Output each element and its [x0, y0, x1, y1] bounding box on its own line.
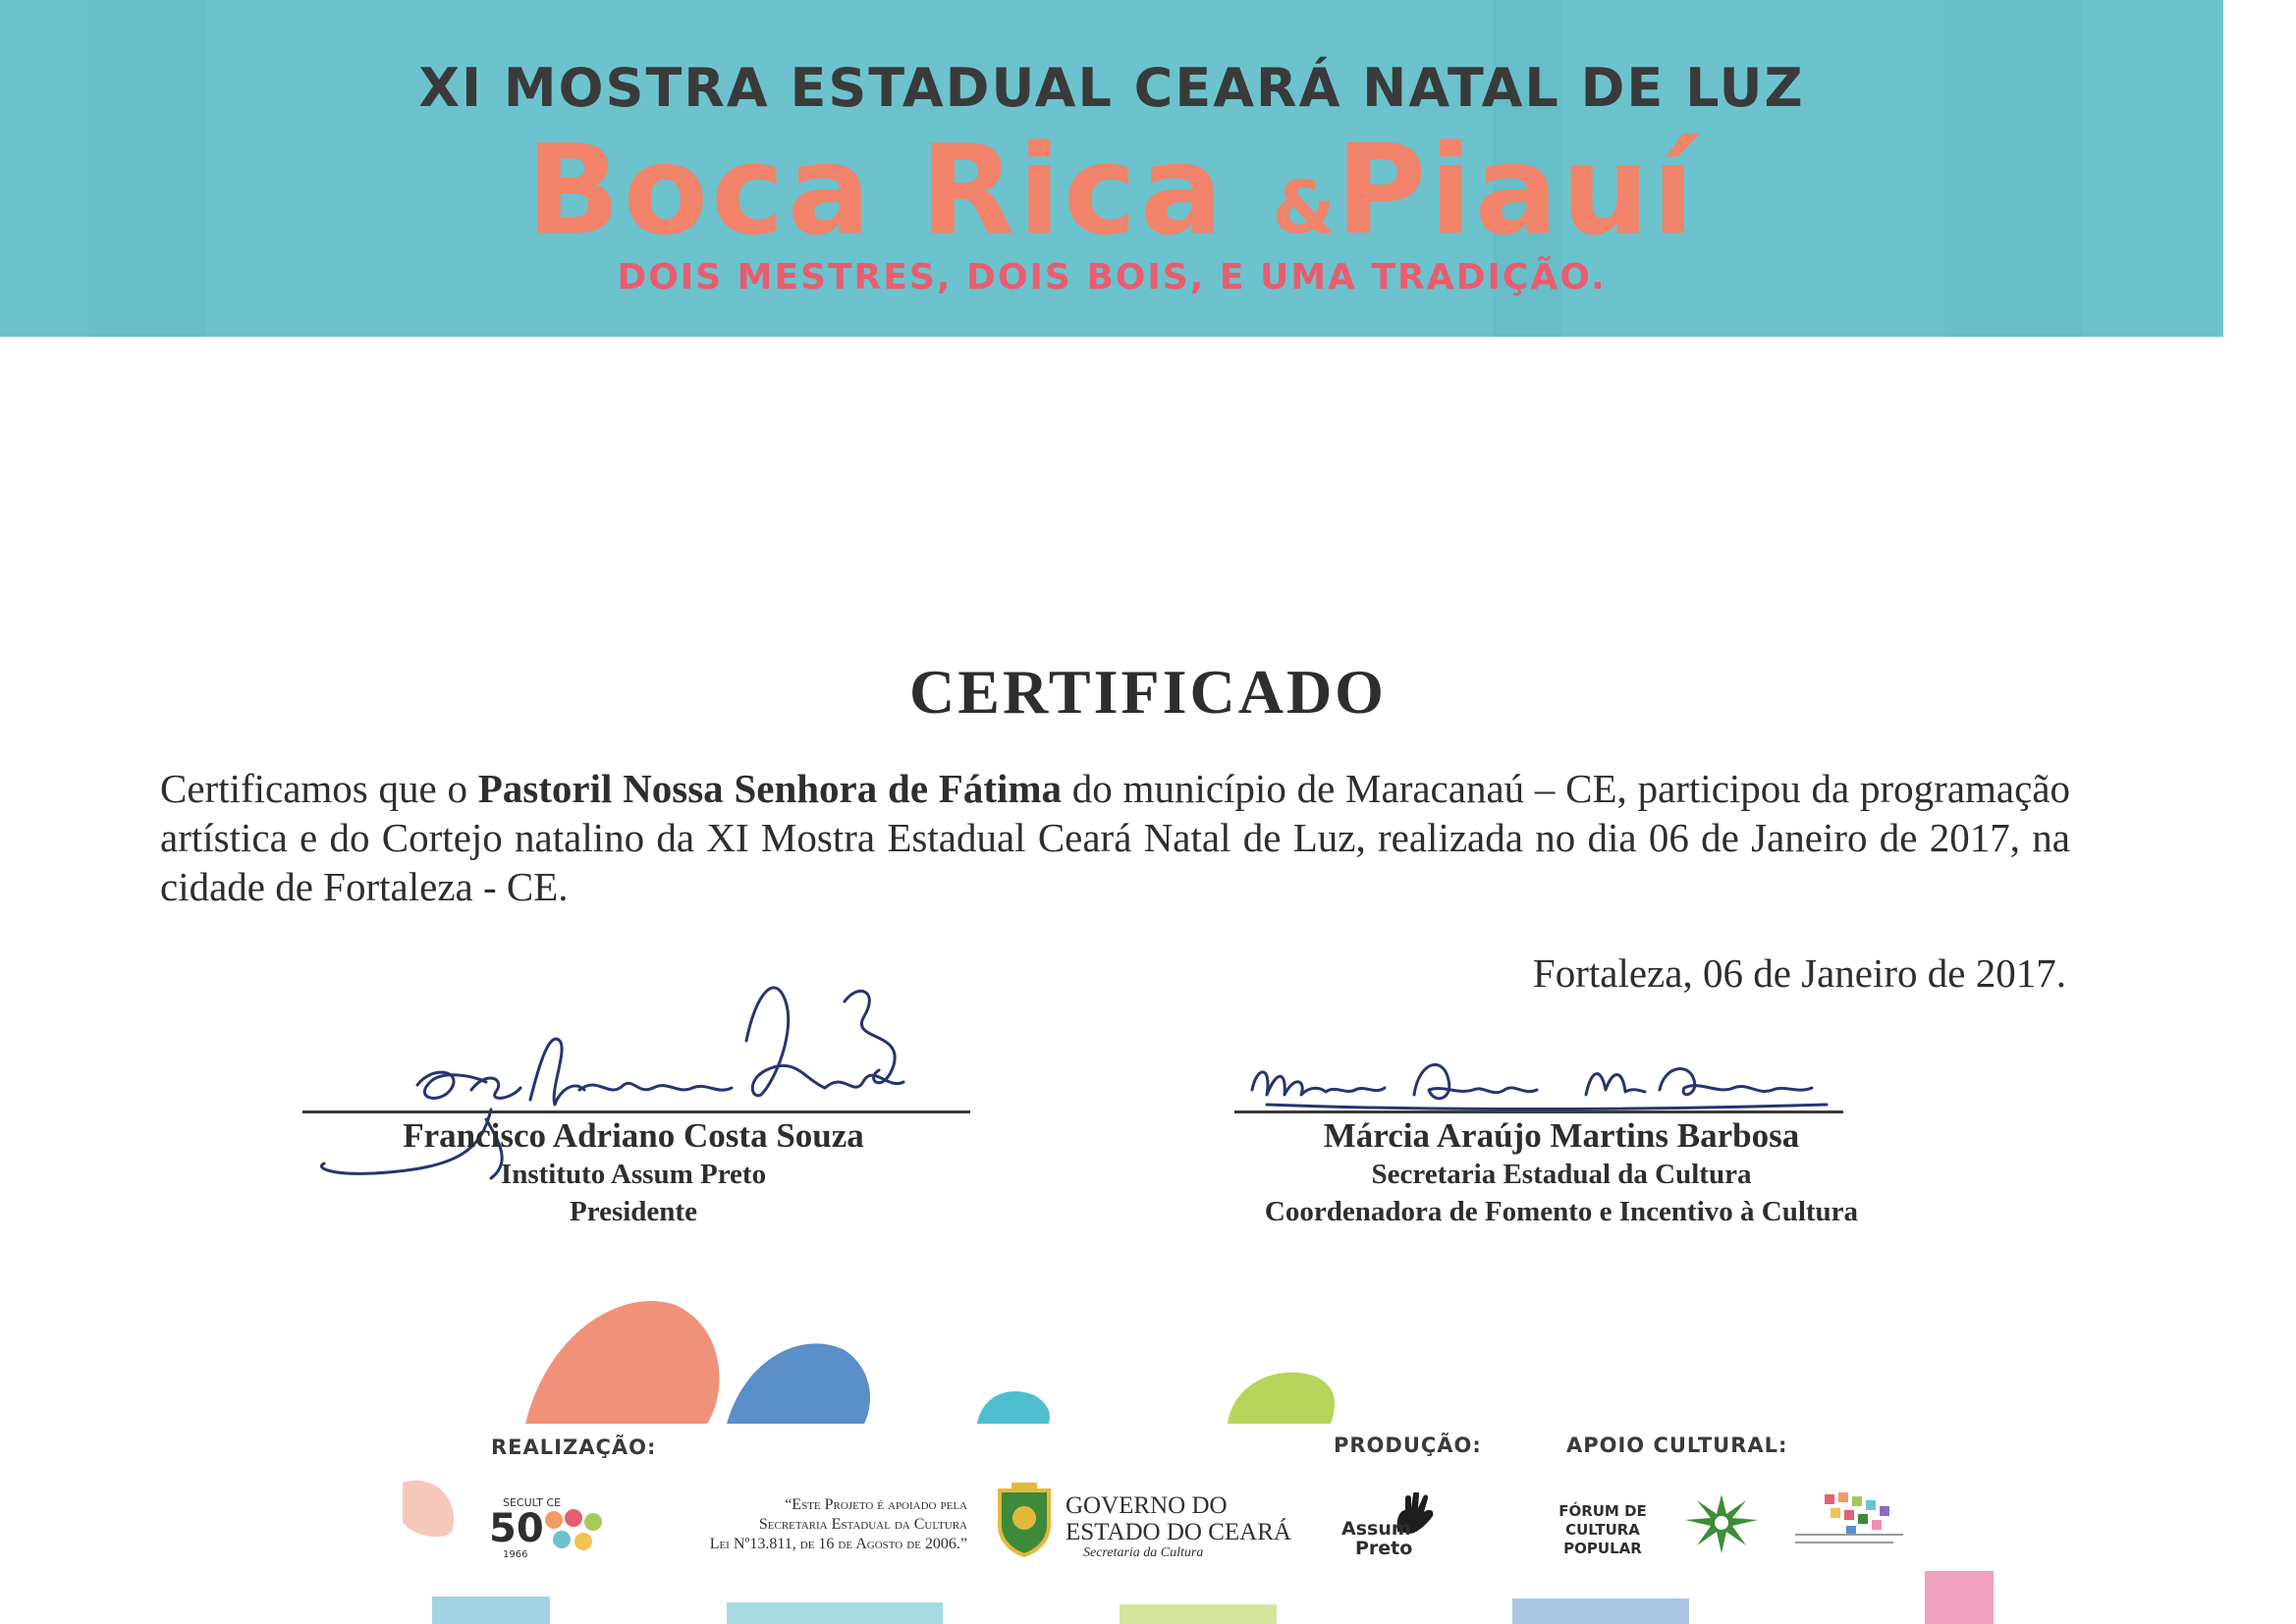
signature-line-right: [1234, 1110, 1843, 1113]
event-main-title: [0, 118, 2223, 262]
signatory-name: Márcia Araújo Martins Barbosa: [1323, 1116, 1800, 1155]
law-statement: [643, 1495, 967, 1554]
certificate-body: [160, 764, 2070, 911]
event-title-part2: Piauí: [1336, 118, 1698, 262]
footer-label-apoio: APOIO CULTURAL:: [1566, 1434, 1788, 1457]
secult-logo: [489, 1494, 607, 1563]
body-intro: Certificamos que o: [160, 766, 478, 811]
event-edition-title: XI MOSTRA ESTADUAL CEARÁ NATAL DE LUZ: [418, 57, 1805, 119]
footer-label-producao: PRODUÇÃO:: [1334, 1434, 1482, 1457]
event-subtitle: DOIS MESTRES, DOIS BOIS, E UMA TRADIÇÃO.: [617, 257, 1607, 298]
forum-cultura-popular-logo: [1548, 1502, 1658, 1558]
gov-line-2: ESTADO DO CEARÁ: [1066, 1519, 1291, 1545]
signatory-left: [295, 1116, 972, 1230]
forum-line-3: POPULAR: [1563, 1540, 1642, 1557]
event-title-part1: Boca Rica: [525, 118, 1227, 262]
ceara-coat-of-arms-icon: [992, 1481, 1057, 1559]
header-banner: [0, 0, 2223, 337]
gov-line-3: Secretaria da Cultura: [1083, 1545, 1204, 1560]
place-date: Fortaleza, 06 de Janeiro de 2017.: [1532, 950, 2066, 996]
signatory-role: Coordenadora de Fomento e Incentivo à Cultura: [1264, 1196, 1859, 1227]
network-logo-icon: [1785, 1489, 1913, 1559]
footer-label-realizacao: REALIZAÇÃO:: [491, 1435, 657, 1459]
secult-text: SECULT CE: [503, 1496, 562, 1509]
law-line-2: Secretaria Estadual da Cultura: [758, 1516, 967, 1533]
government-logo: [1066, 1492, 1321, 1561]
forum-line-1: FÓRUM DE: [1558, 1502, 1647, 1520]
signatory-organization: Secretaria Estadual da Cultura: [1371, 1159, 1752, 1190]
secult-year: 1966: [503, 1549, 528, 1560]
signatory-right: [1208, 1116, 1915, 1230]
signature-line-left: [302, 1110, 970, 1113]
signatory-name: Francisco Adriano Costa Souza: [403, 1116, 864, 1155]
law-line-1: “Este Projeto é apoiado pela: [785, 1496, 967, 1513]
producer-line-1: Assum: [1341, 1518, 1411, 1540]
gov-line-1: GOVERNO DO: [1066, 1492, 1228, 1519]
flower-logo-icon: [542, 1506, 607, 1555]
footer-decorative-band: [432, 1569, 1944, 1624]
signatory-organization: Instituto Assum Preto: [500, 1159, 767, 1190]
event-title-amp: &: [1272, 166, 1337, 250]
assum-preto-logo: [1338, 1492, 1446, 1561]
producer-line-2: Preto: [1355, 1538, 1413, 1559]
signatory-role: Presidente: [570, 1196, 697, 1227]
certificate-heading: CERTIFICADO: [909, 657, 1387, 727]
body-entity: Pastoril Nossa Senhora de Fátima: [477, 766, 1063, 811]
secult-number: 50: [489, 1506, 544, 1551]
green-star-logo-icon: [1681, 1492, 1762, 1555]
forum-line-2: CULTURA: [1565, 1521, 1640, 1539]
body-rest: do município de Maracanaú – CE, participou da programação artística e do Cortejo natalino da XI Mostra Estadual Ceará Natal de Luz, realizada no dia 06 de Janeiro de 2017, na cidade de Fortaleza - CE.: [160, 766, 2071, 909]
law-line-3: Lei Nº13.811, de 16 de Agosto de 2006.”: [709, 1536, 967, 1552]
